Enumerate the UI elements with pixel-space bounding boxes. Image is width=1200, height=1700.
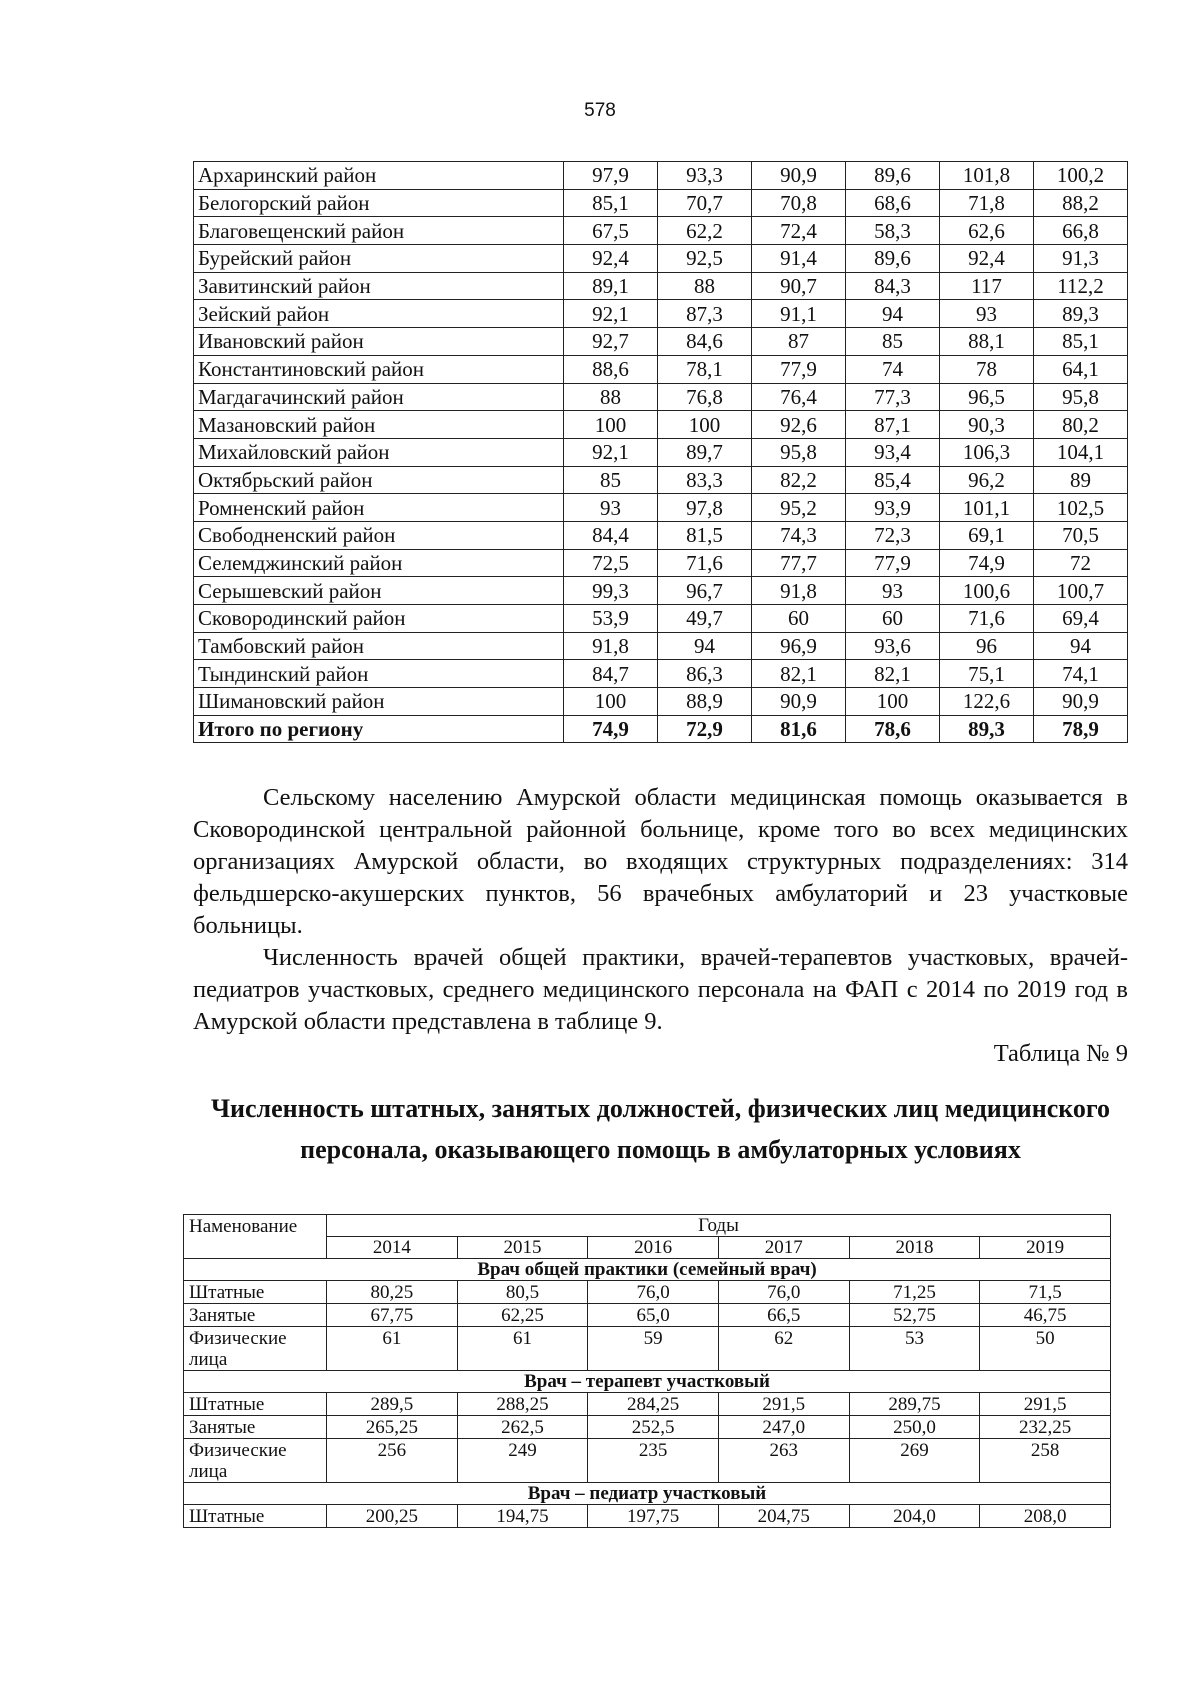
table-cell: 117 [940, 272, 1034, 300]
table-row [194, 300, 1128, 328]
table-cell: 100 [564, 411, 658, 439]
table-cell: 96,2 [940, 466, 1034, 494]
table-row [194, 328, 1128, 356]
table-cell: 250,0 [849, 1416, 980, 1439]
table-cell: 75,1 [940, 660, 1034, 688]
table-cell: 289,5 [327, 1393, 458, 1416]
table-cell: 85,1 [1034, 328, 1128, 356]
table-cell: 69,4 [1034, 605, 1128, 633]
table-cell: 100,7 [1034, 577, 1128, 605]
table-cell: 53 [849, 1327, 980, 1371]
table-cell: 95,8 [752, 438, 846, 466]
district-name: Ромненский район [194, 494, 564, 522]
row-label: Физические лица [184, 1439, 327, 1483]
table-cell: 82,1 [752, 660, 846, 688]
table-cell: 89,7 [658, 438, 752, 466]
table-cell: 100 [658, 411, 752, 439]
table-cell: 94 [658, 632, 752, 660]
table-row [194, 688, 1128, 716]
table-cell: 101,8 [940, 162, 1034, 190]
table-cell: 90,9 [752, 162, 846, 190]
district-name: Тамбовский район [194, 632, 564, 660]
district-name: Белогорский район [194, 189, 564, 217]
table-row [194, 632, 1128, 660]
table-cell: 92,1 [564, 438, 658, 466]
table-cell: 72 [1034, 549, 1128, 577]
district-name: Зейский район [194, 300, 564, 328]
table-cell: 262,5 [457, 1416, 588, 1439]
table-cell: 62 [718, 1327, 849, 1371]
table-cell: 92,1 [564, 300, 658, 328]
table-cell: 86,3 [658, 660, 752, 688]
table-cell: 77,3 [846, 383, 940, 411]
table-cell: 90,7 [752, 272, 846, 300]
paragraph-staff-count: Численность врачей общей практики, врачей-терапевтов участковых, врачей-педиатров участковых, среднего медицинского персонала на ФАП с 2014 по 2019 год в Амурской области представлена в таблице 9. [193, 944, 1128, 1035]
table-cell: 76,4 [752, 383, 846, 411]
table-cell: 252,5 [588, 1416, 719, 1439]
section-title: Врач – педиатр участковый [184, 1483, 1111, 1505]
section-title: Врач общей практики (семейный врач) [184, 1259, 1111, 1281]
table-cell: 71,6 [658, 549, 752, 577]
table-cell: 97,9 [564, 162, 658, 190]
table-cell: 74 [846, 355, 940, 383]
section-row [184, 1483, 1111, 1505]
table-cell: 291,5 [980, 1393, 1111, 1416]
table-cell: 62,6 [940, 217, 1034, 245]
table-row [194, 217, 1128, 245]
table-cell: 77,7 [752, 549, 846, 577]
table-cell: 72,3 [846, 521, 940, 549]
table-cell: 78,9 [1034, 715, 1128, 743]
total-row [194, 715, 1128, 743]
table-cell: 97,8 [658, 494, 752, 522]
year-header: 2019 [980, 1237, 1111, 1259]
section-row [184, 1371, 1111, 1393]
table-cell: 60 [846, 605, 940, 633]
table-cell: 194,75 [457, 1505, 588, 1528]
table-cell: 269 [849, 1439, 980, 1483]
table-cell: 84,4 [564, 521, 658, 549]
table-cell: 70,7 [658, 189, 752, 217]
table-cell: 49,7 [658, 605, 752, 633]
table-cell: 93,6 [846, 632, 940, 660]
table-row [184, 1327, 1111, 1371]
table-cell: 91,1 [752, 300, 846, 328]
table-cell: 85,4 [846, 466, 940, 494]
table-cell: 88,9 [658, 688, 752, 716]
table-cell: 77,9 [846, 549, 940, 577]
table-cell: 69,1 [940, 521, 1034, 549]
district-table-body [194, 162, 1128, 743]
table-cell: 68,6 [846, 189, 940, 217]
table-cell: 78 [940, 355, 1034, 383]
table-cell: 249 [457, 1439, 588, 1483]
table-cell: 102,5 [1034, 494, 1128, 522]
table-row [194, 189, 1128, 217]
district-name: Свободненский район [194, 521, 564, 549]
district-name: Ивановский район [194, 328, 564, 356]
table-cell: 265,25 [327, 1416, 458, 1439]
table-cell: 76,8 [658, 383, 752, 411]
year-header: 2017 [718, 1237, 849, 1259]
table-cell: 200,25 [327, 1505, 458, 1528]
district-name: Магдагачинский район [194, 383, 564, 411]
table-cell: 92,4 [940, 245, 1034, 273]
table-cell: 88 [564, 383, 658, 411]
table-cell: 235 [588, 1439, 719, 1483]
table-cell: 70,5 [1034, 521, 1128, 549]
table-cell: 256 [327, 1439, 458, 1483]
table-row [194, 162, 1128, 190]
table-cell: 72,4 [752, 217, 846, 245]
table-cell: 89 [1034, 466, 1128, 494]
table-cell: 58,3 [846, 217, 940, 245]
district-name: Шимановский район [194, 688, 564, 716]
table-cell: 62,2 [658, 217, 752, 245]
table-row [194, 605, 1128, 633]
table-row [194, 383, 1128, 411]
table-row [194, 521, 1128, 549]
table-cell: 93 [564, 494, 658, 522]
table-row [194, 355, 1128, 383]
table-cell: 96,5 [940, 383, 1034, 411]
table-cell: 70,8 [752, 189, 846, 217]
table-cell: 100,6 [940, 577, 1034, 605]
table-cell: 106,3 [940, 438, 1034, 466]
table-row [184, 1439, 1111, 1483]
table-row [194, 466, 1128, 494]
table-cell: 95,2 [752, 494, 846, 522]
district-name: Завитинский район [194, 272, 564, 300]
table-cell: 197,75 [588, 1505, 719, 1528]
district-name: Октябрьский район [194, 466, 564, 494]
table-cell: 91,8 [564, 632, 658, 660]
table-cell: 96,9 [752, 632, 846, 660]
table-cell: 101,1 [940, 494, 1034, 522]
table-cell: 81,6 [752, 715, 846, 743]
district-name: Серышевский район [194, 577, 564, 605]
table-cell: 291,5 [718, 1393, 849, 1416]
district-name: Бурейский район [194, 245, 564, 273]
table-cell: 96 [940, 632, 1034, 660]
table-row [184, 1281, 1111, 1304]
table-cell: 94 [846, 300, 940, 328]
table-cell: 71,6 [940, 605, 1034, 633]
table-cell: 96,7 [658, 577, 752, 605]
table-cell: 77,9 [752, 355, 846, 383]
district-name: Мазановский район [194, 411, 564, 439]
table-cell: 60 [752, 605, 846, 633]
table-cell: 80,5 [457, 1281, 588, 1304]
table-cell: 72,5 [564, 549, 658, 577]
table-cell: 204,75 [718, 1505, 849, 1528]
table-cell: 100,2 [1034, 162, 1128, 190]
staff-table-header-row [184, 1215, 1111, 1237]
row-label: Штатные [184, 1281, 327, 1304]
table-cell: 64,1 [1034, 355, 1128, 383]
year-header: 2016 [588, 1237, 719, 1259]
table-cell: 46,75 [980, 1304, 1111, 1327]
district-name: Итого по региону [194, 715, 564, 743]
year-header: 2015 [457, 1237, 588, 1259]
row-label: Занятые [184, 1304, 327, 1327]
table-row [194, 660, 1128, 688]
table-cell: 81,5 [658, 521, 752, 549]
district-name: Константиновский район [194, 355, 564, 383]
table-cell: 84,6 [658, 328, 752, 356]
table-cell: 122,6 [940, 688, 1034, 716]
table-cell: 89,1 [564, 272, 658, 300]
district-name: Михайловский район [194, 438, 564, 466]
table-cell: 61 [457, 1327, 588, 1371]
table-cell: 53,9 [564, 605, 658, 633]
table-cell: 204,0 [849, 1505, 980, 1528]
table-cell: 80,25 [327, 1281, 458, 1304]
table-cell: 76,0 [718, 1281, 849, 1304]
table-label: Таблица № 9 [993, 1040, 1128, 1067]
table-cell: 52,75 [849, 1304, 980, 1327]
table-cell: 74,9 [564, 715, 658, 743]
district-name: Архаринский район [194, 162, 564, 190]
table-row [194, 411, 1128, 439]
table-cell: 247,0 [718, 1416, 849, 1439]
table-cell: 59 [588, 1327, 719, 1371]
table-cell: 90,3 [940, 411, 1034, 439]
table-cell: 88,6 [564, 355, 658, 383]
table-cell: 66,5 [718, 1304, 849, 1327]
staff-table-body [184, 1215, 1111, 1528]
table-cell: 92,6 [752, 411, 846, 439]
table-row [184, 1505, 1111, 1528]
section-row [184, 1259, 1111, 1281]
table-cell: 99,3 [564, 577, 658, 605]
table-row [184, 1304, 1111, 1327]
district-name: Благовещенский район [194, 217, 564, 245]
table-cell: 89,6 [846, 245, 940, 273]
table-cell: 263 [718, 1439, 849, 1483]
table-cell: 87,1 [846, 411, 940, 439]
table-cell: 258 [980, 1439, 1111, 1483]
table-cell: 94 [1034, 632, 1128, 660]
table-cell: 85 [846, 328, 940, 356]
table-cell: 74,9 [940, 549, 1034, 577]
table-cell: 289,75 [849, 1393, 980, 1416]
table-cell: 80,2 [1034, 411, 1128, 439]
table-cell: 78,1 [658, 355, 752, 383]
table-cell: 62,25 [457, 1304, 588, 1327]
year-header: 2014 [327, 1237, 458, 1259]
table-cell: 91,4 [752, 245, 846, 273]
table-cell: 66,8 [1034, 217, 1128, 245]
table-cell: 89,6 [846, 162, 940, 190]
table-cell: 88 [658, 272, 752, 300]
staff-table [183, 1214, 1111, 1528]
district-table [193, 161, 1128, 743]
table-cell: 284,25 [588, 1393, 719, 1416]
table-cell: 71,25 [849, 1281, 980, 1304]
table-cell: 93 [940, 300, 1034, 328]
district-name: Тындинский район [194, 660, 564, 688]
table-cell: 100 [846, 688, 940, 716]
table-cell: 89,3 [1034, 300, 1128, 328]
row-label: Физические лица [184, 1327, 327, 1371]
table-row [184, 1416, 1111, 1439]
table-cell: 72,9 [658, 715, 752, 743]
table-cell: 288,25 [457, 1393, 588, 1416]
table-cell: 67,5 [564, 217, 658, 245]
table-cell: 100 [564, 688, 658, 716]
table-cell: 208,0 [980, 1505, 1111, 1528]
table-cell: 88,2 [1034, 189, 1128, 217]
table-cell: 104,1 [1034, 438, 1128, 466]
table-cell: 78,6 [846, 715, 940, 743]
table-cell: 76,0 [588, 1281, 719, 1304]
district-name: Сковородинский район [194, 605, 564, 633]
table-row [194, 272, 1128, 300]
table-cell: 65,0 [588, 1304, 719, 1327]
district-name: Селемджинский район [194, 549, 564, 577]
column-header-years: Годы [327, 1215, 1111, 1237]
table-cell: 87 [752, 328, 846, 356]
table-cell: 93 [846, 577, 940, 605]
table-cell: 71,5 [980, 1281, 1111, 1304]
year-header: 2018 [849, 1237, 980, 1259]
table-cell: 84,3 [846, 272, 940, 300]
table-cell: 74,3 [752, 521, 846, 549]
table-cell: 82,2 [752, 466, 846, 494]
row-label: Штатные [184, 1393, 327, 1416]
table-row [194, 245, 1128, 273]
table-cell: 88,1 [940, 328, 1034, 356]
table-cell: 92,7 [564, 328, 658, 356]
table-cell: 84,7 [564, 660, 658, 688]
table-row [194, 494, 1128, 522]
table-cell: 83,3 [658, 466, 752, 494]
paragraph-rural-care: Сельскому населению Амурской области медицинская помощь оказывается в Сковородинской центральной районной больнице, кроме того во всех медицинских организациях Амурской области, во входящих структурных подразделениях: 314 фельдшерско-акушерских пунктов, 56 врачебных амбулаторий и 23 участковые больницы. [193, 784, 1128, 939]
table-heading: Численность штатных, занятых должностей, физических лиц медицинского персонала, оказывающего помощь в амбулаторных условиях [210, 1094, 1111, 1164]
table-cell: 92,4 [564, 245, 658, 273]
table-cell: 95,8 [1034, 383, 1128, 411]
table-cell: 85,1 [564, 189, 658, 217]
table-row [184, 1393, 1111, 1416]
table-cell: 71,8 [940, 189, 1034, 217]
table-cell: 93,4 [846, 438, 940, 466]
page-number: 578 [584, 100, 616, 121]
section-title: Врач – терапевт участковый [184, 1371, 1111, 1393]
table-cell: 91,3 [1034, 245, 1128, 273]
table-cell: 61 [327, 1327, 458, 1371]
table-cell: 50 [980, 1327, 1111, 1371]
column-header-name: Наменование [184, 1215, 327, 1259]
table-row [194, 438, 1128, 466]
table-cell: 90,9 [1034, 688, 1128, 716]
table-cell: 89,3 [940, 715, 1034, 743]
table-cell: 74,1 [1034, 660, 1128, 688]
row-label: Штатные [184, 1505, 327, 1528]
table-cell: 67,75 [327, 1304, 458, 1327]
table-cell: 85 [564, 466, 658, 494]
table-cell: 93,3 [658, 162, 752, 190]
table-cell: 91,8 [752, 577, 846, 605]
table-row [194, 549, 1128, 577]
table-cell: 82,1 [846, 660, 940, 688]
table-cell: 232,25 [980, 1416, 1111, 1439]
table-cell: 92,5 [658, 245, 752, 273]
table-cell: 90,9 [752, 688, 846, 716]
table-cell: 112,2 [1034, 272, 1128, 300]
table-row [194, 577, 1128, 605]
row-label: Занятые [184, 1416, 327, 1439]
table-cell: 87,3 [658, 300, 752, 328]
table-cell: 93,9 [846, 494, 940, 522]
